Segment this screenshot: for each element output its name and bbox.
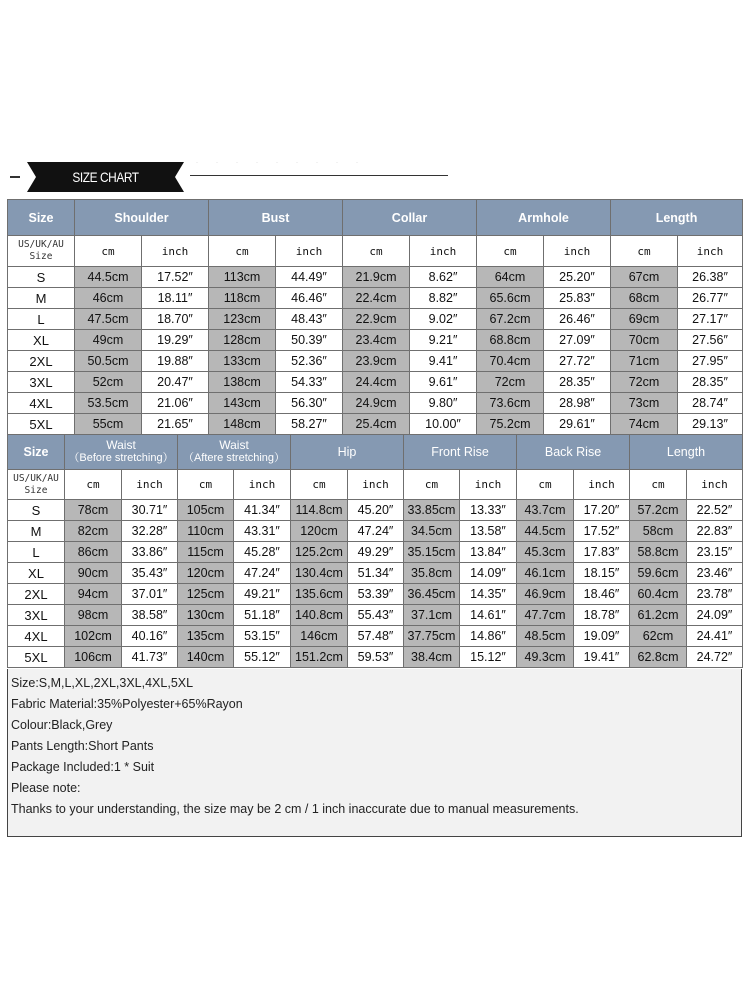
- cm-cell: 65.6cm: [477, 288, 544, 309]
- size-region-label: US/UK/AU Size: [8, 236, 75, 267]
- cm-cell: 148cm: [209, 414, 276, 435]
- cm-cell: 138cm: [209, 372, 276, 393]
- inch-cell: 24.41″: [687, 626, 743, 647]
- info-line: Colour:Black,Grey: [11, 718, 113, 732]
- unit-row: [8, 236, 743, 267]
- cm-cell: 73.6cm: [477, 393, 544, 414]
- unit-inch: inch: [142, 236, 209, 267]
- waist-before-sub: （Before stretching）: [68, 452, 174, 464]
- inch-cell: 14.35″: [460, 584, 517, 605]
- cm-cell: 60.4cm: [630, 584, 687, 605]
- bottom-size-table: [7, 434, 743, 668]
- cm-cell: 22.9cm: [343, 309, 410, 330]
- inch-cell: 29.13″: [678, 414, 743, 435]
- inch-cell: 19.29″: [142, 330, 209, 351]
- unit-inch: inch: [276, 236, 343, 267]
- size-header: Size: [8, 200, 75, 236]
- group-header: Hip: [291, 435, 404, 470]
- unit-inch: inch: [544, 236, 611, 267]
- cm-cell: 34.5cm: [404, 521, 460, 542]
- cm-cell: 86cm: [65, 542, 122, 563]
- inch-cell: 17.52″: [142, 267, 209, 288]
- top-table-body: [8, 267, 743, 435]
- cm-cell: 143cm: [209, 393, 276, 414]
- cm-cell: 125cm: [178, 584, 234, 605]
- inch-cell: 26.46″: [544, 309, 611, 330]
- cm-cell: 94cm: [65, 584, 122, 605]
- inch-cell: 28.35″: [544, 372, 611, 393]
- cm-cell: 25.4cm: [343, 414, 410, 435]
- size-cell: M: [8, 288, 75, 309]
- inch-cell: 27.17″: [678, 309, 743, 330]
- size-cell: 5XL: [8, 647, 65, 668]
- inch-cell: 55.43″: [348, 605, 404, 626]
- inch-cell: 23.46″: [687, 563, 743, 584]
- inch-cell: 55.12″: [234, 647, 291, 668]
- unit-cm: cm: [75, 236, 142, 267]
- unit-cm: cm: [209, 236, 276, 267]
- unit-inch: inch: [687, 470, 743, 500]
- cm-cell: 75.2cm: [477, 414, 544, 435]
- inch-cell: 20.47″: [142, 372, 209, 393]
- bottom-table-body: [8, 500, 743, 668]
- unit-cm: cm: [343, 236, 410, 267]
- table-row: [8, 521, 743, 542]
- cm-cell: 21.9cm: [343, 267, 410, 288]
- size-cell: L: [8, 542, 65, 563]
- inch-cell: 27.95″: [678, 351, 743, 372]
- unit-inch: inch: [410, 236, 477, 267]
- info-line: Thanks to your understanding, the size may be 2 cm / 1 inch inaccurate due to manual measurements.: [11, 802, 579, 816]
- inch-cell: 15.12″: [460, 647, 517, 668]
- info-line: Pants Length:Short Pants: [11, 739, 154, 753]
- cm-cell: 123cm: [209, 309, 276, 330]
- inch-cell: 17.20″: [574, 500, 630, 521]
- header-row: [8, 435, 743, 470]
- inch-cell: 47.24″: [234, 563, 291, 584]
- cm-cell: 46.1cm: [517, 563, 574, 584]
- cm-cell: 115cm: [178, 542, 234, 563]
- top-size-table: [7, 199, 743, 435]
- inch-cell: 9.80″: [410, 393, 477, 414]
- table-row: [8, 351, 743, 372]
- inch-cell: 14.86″: [460, 626, 517, 647]
- cm-cell: 59.6cm: [630, 563, 687, 584]
- cm-cell: 125.2cm: [291, 542, 348, 563]
- inch-cell: 41.34″: [234, 500, 291, 521]
- size-chart-banner: [0, 160, 750, 194]
- inch-cell: 51.18″: [234, 605, 291, 626]
- cm-cell: 55cm: [75, 414, 142, 435]
- inch-cell: 56.30″: [276, 393, 343, 414]
- info-line: Size:S,M,L,XL,2XL,3XL,4XL,5XL: [11, 676, 194, 690]
- inch-cell: 17.52″: [574, 521, 630, 542]
- cm-cell: 43.7cm: [517, 500, 574, 521]
- unit-cm: cm: [630, 470, 687, 500]
- cm-cell: 118cm: [209, 288, 276, 309]
- cm-cell: 72cm: [611, 372, 678, 393]
- table-row: [8, 584, 743, 605]
- inch-cell: 58.27″: [276, 414, 343, 435]
- size-cell: 2XL: [8, 351, 75, 372]
- cm-cell: 106cm: [65, 647, 122, 668]
- cm-cell: 114.8cm: [291, 500, 348, 521]
- cm-cell: 130.4cm: [291, 563, 348, 584]
- size-cell: XL: [8, 563, 65, 584]
- inch-cell: 23.78″: [687, 584, 743, 605]
- cm-cell: 23.9cm: [343, 351, 410, 372]
- inch-cell: 43.31″: [234, 521, 291, 542]
- inch-cell: 54.33″: [276, 372, 343, 393]
- cm-cell: 98cm: [65, 605, 122, 626]
- inch-cell: 28.98″: [544, 393, 611, 414]
- unit-row: [8, 470, 743, 500]
- cm-cell: 102cm: [65, 626, 122, 647]
- group-header: Front Rise: [404, 435, 517, 470]
- cm-cell: 151.2cm: [291, 647, 348, 668]
- size-cell: M: [8, 521, 65, 542]
- inch-cell: 9.61″: [410, 372, 477, 393]
- group-header: Armhole: [477, 200, 611, 236]
- unit-cm: cm: [178, 470, 234, 500]
- product-info-panel: [7, 669, 742, 837]
- cm-cell: 73cm: [611, 393, 678, 414]
- cm-cell: 62cm: [630, 626, 687, 647]
- inch-cell: 17.83″: [574, 542, 630, 563]
- inch-cell: 24.09″: [687, 605, 743, 626]
- cm-cell: 130cm: [178, 605, 234, 626]
- table-row: [8, 288, 743, 309]
- inch-cell: 49.29″: [348, 542, 404, 563]
- banner-rule: [190, 175, 448, 176]
- table-row: [8, 393, 743, 414]
- cm-cell: 22.4cm: [343, 288, 410, 309]
- inch-cell: 25.20″: [544, 267, 611, 288]
- inch-cell: 22.52″: [687, 500, 743, 521]
- inch-cell: 13.58″: [460, 521, 517, 542]
- inch-cell: 27.09″: [544, 330, 611, 351]
- cm-cell: 67.2cm: [477, 309, 544, 330]
- inch-cell: 18.70″: [142, 309, 209, 330]
- inch-cell: 9.02″: [410, 309, 477, 330]
- inch-cell: 21.65″: [142, 414, 209, 435]
- cm-cell: 146cm: [291, 626, 348, 647]
- inch-cell: 38.58″: [122, 605, 178, 626]
- inch-cell: 50.39″: [276, 330, 343, 351]
- inch-cell: 18.46″: [574, 584, 630, 605]
- cm-cell: 47.7cm: [517, 605, 574, 626]
- cm-cell: 72cm: [477, 372, 544, 393]
- cm-cell: 57.2cm: [630, 500, 687, 521]
- group-header: Collar: [343, 200, 477, 236]
- inch-cell: 46.46″: [276, 288, 343, 309]
- unit-inch: inch: [460, 470, 517, 500]
- size-cell: 3XL: [8, 605, 65, 626]
- cm-cell: 44.5cm: [517, 521, 574, 542]
- inch-cell: 14.61″: [460, 605, 517, 626]
- cm-cell: 90cm: [65, 563, 122, 584]
- waist-after-sub: （Aftere stretching）: [182, 452, 286, 464]
- cm-cell: 135cm: [178, 626, 234, 647]
- table-row: [8, 542, 743, 563]
- inch-cell: 37.01″: [122, 584, 178, 605]
- cm-cell: 69cm: [611, 309, 678, 330]
- cm-cell: 135.6cm: [291, 584, 348, 605]
- group-header: Shoulder: [75, 200, 209, 236]
- size-cell: 4XL: [8, 626, 65, 647]
- size-cell: S: [8, 500, 65, 521]
- cm-cell: 36.45cm: [404, 584, 460, 605]
- size-cell: 2XL: [8, 584, 65, 605]
- unit-cm: cm: [611, 236, 678, 267]
- inch-cell: 19.41″: [574, 647, 630, 668]
- banner-title: SIZE CHART: [72, 169, 139, 185]
- cm-cell: 38.4cm: [404, 647, 460, 668]
- table-row: [8, 330, 743, 351]
- cm-cell: 62.8cm: [630, 647, 687, 668]
- table-row: [8, 563, 743, 584]
- inch-cell: 13.84″: [460, 542, 517, 563]
- banner-dots: ·········: [196, 160, 376, 166]
- table-row: [8, 267, 743, 288]
- cm-cell: 70.4cm: [477, 351, 544, 372]
- size-cell: XL: [8, 330, 75, 351]
- inch-cell: 53.15″: [234, 626, 291, 647]
- table-row: [8, 500, 743, 521]
- inch-cell: 44.49″: [276, 267, 343, 288]
- size-cell: 5XL: [8, 414, 75, 435]
- cm-cell: 71cm: [611, 351, 678, 372]
- group-header: Length: [611, 200, 743, 236]
- cm-cell: 64cm: [477, 267, 544, 288]
- inch-cell: 53.39″: [348, 584, 404, 605]
- unit-cm: cm: [291, 470, 348, 500]
- cm-cell: 37.75cm: [404, 626, 460, 647]
- size-region-label: US/UK/AU Size: [8, 470, 65, 500]
- inch-cell: 9.41″: [410, 351, 477, 372]
- cm-cell: 74cm: [611, 414, 678, 435]
- inch-cell: 24.72″: [687, 647, 743, 668]
- cm-cell: 133cm: [209, 351, 276, 372]
- cm-cell: 140.8cm: [291, 605, 348, 626]
- inch-cell: 13.33″: [460, 500, 517, 521]
- info-line: Package Included:1 * Suit: [11, 760, 155, 774]
- waist-after-header: [178, 435, 291, 470]
- cm-cell: 24.9cm: [343, 393, 410, 414]
- inch-cell: 18.15″: [574, 563, 630, 584]
- inch-cell: 40.16″: [122, 626, 178, 647]
- inch-cell: 9.21″: [410, 330, 477, 351]
- cm-cell: 120cm: [291, 521, 348, 542]
- cm-cell: 70cm: [611, 330, 678, 351]
- size-cell: L: [8, 309, 75, 330]
- size-header: Size: [8, 435, 65, 470]
- inch-cell: 23.15″: [687, 542, 743, 563]
- inch-cell: 49.21″: [234, 584, 291, 605]
- cm-cell: 35.15cm: [404, 542, 460, 563]
- unit-cm: cm: [477, 236, 544, 267]
- inch-cell: 45.20″: [348, 500, 404, 521]
- cm-cell: 37.1cm: [404, 605, 460, 626]
- table-row: [8, 372, 743, 393]
- cm-cell: 113cm: [209, 267, 276, 288]
- unit-inch: inch: [348, 470, 404, 500]
- cm-cell: 44.5cm: [75, 267, 142, 288]
- waist-before-header: [65, 435, 178, 470]
- inch-cell: 32.28″: [122, 521, 178, 542]
- inch-cell: 57.48″: [348, 626, 404, 647]
- cm-cell: 110cm: [178, 521, 234, 542]
- cm-cell: 24.4cm: [343, 372, 410, 393]
- inch-cell: 41.73″: [122, 647, 178, 668]
- cm-cell: 35.8cm: [404, 563, 460, 584]
- cm-cell: 58.8cm: [630, 542, 687, 563]
- table-row: [8, 309, 743, 330]
- cm-cell: 82cm: [65, 521, 122, 542]
- cm-cell: 49.3cm: [517, 647, 574, 668]
- inch-cell: 14.09″: [460, 563, 517, 584]
- cm-cell: 120cm: [178, 563, 234, 584]
- size-cell: 3XL: [8, 372, 75, 393]
- inch-cell: 22.83″: [687, 521, 743, 542]
- unit-cm: cm: [517, 470, 574, 500]
- inch-cell: 52.36″: [276, 351, 343, 372]
- cm-cell: 47.5cm: [75, 309, 142, 330]
- size-cell: 4XL: [8, 393, 75, 414]
- inch-cell: 59.53″: [348, 647, 404, 668]
- cm-cell: 105cm: [178, 500, 234, 521]
- inch-cell: 19.88″: [142, 351, 209, 372]
- cm-cell: 33.85cm: [404, 500, 460, 521]
- inch-cell: 26.77″: [678, 288, 743, 309]
- cm-cell: 23.4cm: [343, 330, 410, 351]
- inch-cell: 51.34″: [348, 563, 404, 584]
- inch-cell: 29.61″: [544, 414, 611, 435]
- table-row: [8, 414, 743, 435]
- waist-after-title: Waist: [219, 438, 249, 452]
- cm-cell: 48.5cm: [517, 626, 574, 647]
- table-row: [8, 605, 743, 626]
- cm-cell: 53.5cm: [75, 393, 142, 414]
- inch-cell: 27.56″: [678, 330, 743, 351]
- inch-cell: 18.11″: [142, 288, 209, 309]
- inch-cell: 26.38″: [678, 267, 743, 288]
- banner-dash: [10, 176, 20, 178]
- inch-cell: 35.43″: [122, 563, 178, 584]
- cm-cell: 46.9cm: [517, 584, 574, 605]
- inch-cell: 45.28″: [234, 542, 291, 563]
- table-row: [8, 626, 743, 647]
- inch-cell: 19.09″: [574, 626, 630, 647]
- inch-cell: 28.35″: [678, 372, 743, 393]
- info-line: Please note:: [11, 781, 81, 795]
- table-row: [8, 647, 743, 668]
- inch-cell: 27.72″: [544, 351, 611, 372]
- info-line: Fabric Material:35%Polyester+65%Rayon: [11, 697, 243, 711]
- cm-cell: 49cm: [75, 330, 142, 351]
- cm-cell: 52cm: [75, 372, 142, 393]
- cm-cell: 58cm: [630, 521, 687, 542]
- cm-cell: 78cm: [65, 500, 122, 521]
- inch-cell: 8.62″: [410, 267, 477, 288]
- inch-cell: 21.06″: [142, 393, 209, 414]
- inch-cell: 18.78″: [574, 605, 630, 626]
- unit-inch: inch: [678, 236, 743, 267]
- unit-inch: inch: [234, 470, 291, 500]
- inch-cell: 47.24″: [348, 521, 404, 542]
- inch-cell: 10.00″: [410, 414, 477, 435]
- unit-cm: cm: [404, 470, 460, 500]
- header-row: [8, 200, 743, 236]
- inch-cell: 25.83″: [544, 288, 611, 309]
- inch-cell: 33.86″: [122, 542, 178, 563]
- cm-cell: 128cm: [209, 330, 276, 351]
- group-header: Bust: [209, 200, 343, 236]
- unit-inch: inch: [122, 470, 178, 500]
- inch-cell: 48.43″: [276, 309, 343, 330]
- cm-cell: 46cm: [75, 288, 142, 309]
- cm-cell: 68cm: [611, 288, 678, 309]
- inch-cell: 28.74″: [678, 393, 743, 414]
- size-cell: S: [8, 267, 75, 288]
- group-header: Back Rise: [517, 435, 630, 470]
- cm-cell: 67cm: [611, 267, 678, 288]
- cm-cell: 45.3cm: [517, 542, 574, 563]
- inch-cell: 8.82″: [410, 288, 477, 309]
- unit-inch: inch: [574, 470, 630, 500]
- banner-flag: [27, 162, 184, 192]
- cm-cell: 50.5cm: [75, 351, 142, 372]
- group-header: Length: [630, 435, 743, 470]
- waist-before-title: Waist: [106, 438, 136, 452]
- cm-cell: 140cm: [178, 647, 234, 668]
- cm-cell: 68.8cm: [477, 330, 544, 351]
- cm-cell: 61.2cm: [630, 605, 687, 626]
- inch-cell: 30.71″: [122, 500, 178, 521]
- unit-cm: cm: [65, 470, 122, 500]
